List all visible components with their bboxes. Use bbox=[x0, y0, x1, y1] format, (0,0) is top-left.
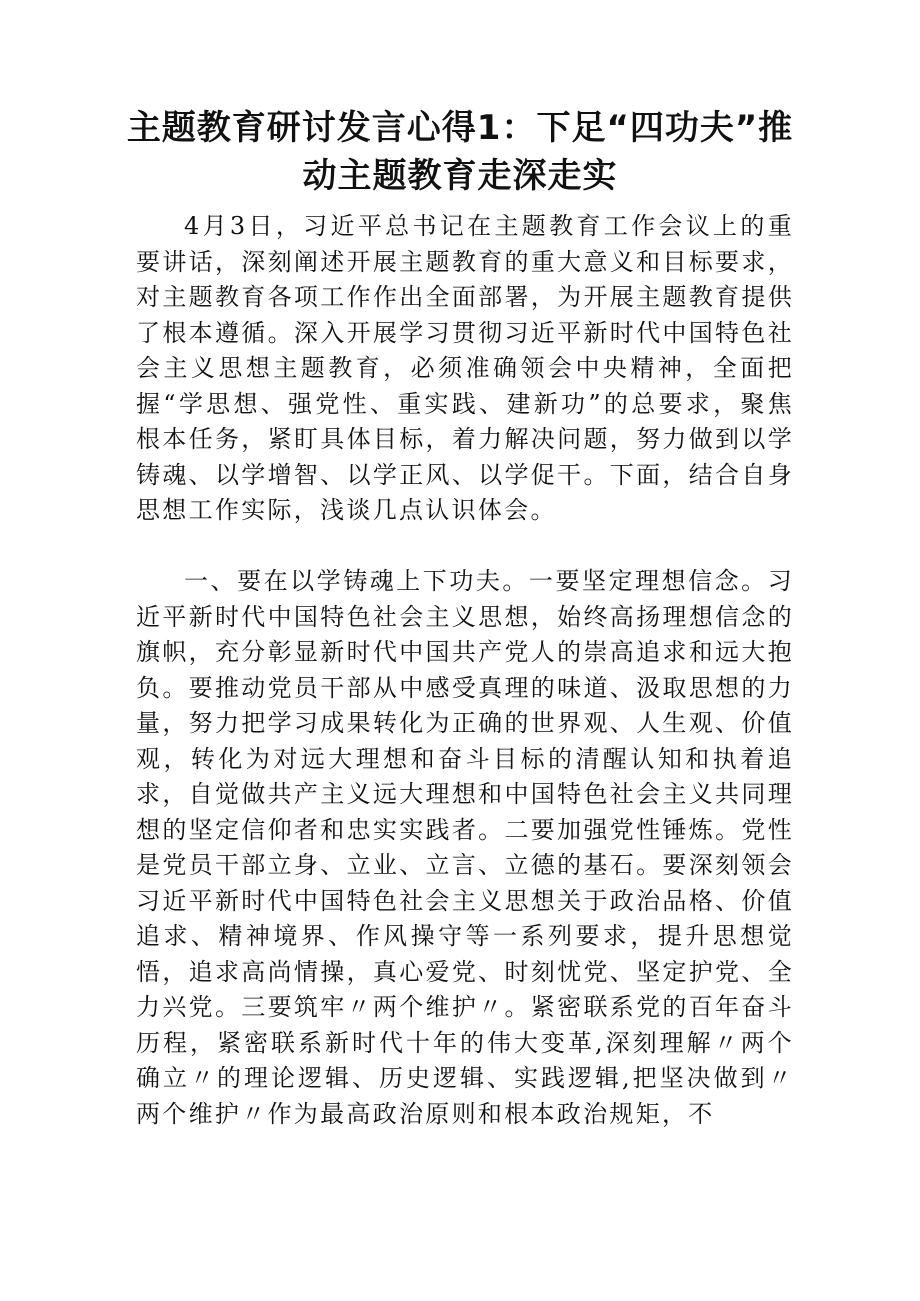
document-title: 主题教育研讨发言心得1：下足“四功夫”推动主题教育走深走实 bbox=[126, 108, 794, 196]
paragraph-intro: 4月3日，习近平总书记在主题教育工作会议上的重要讲话，深刻阐述开展主题教育的重大意义和目标要求，对主题教育各项工作作出全面部署，为开展主题教育提供了根本遵循。深入开展学习贯彻习近平新时代中国特色社会主义思想主题教育，必须准确领会中央精神，全面把握“学思想、强党性、重实践、建新功”的总要求，聚焦根本任务，紧盯具体目标，着力解决问题，努力做到以学铸魂、以学增智、以学正风、以学促干。下面，结合自身思想工作实际，浅谈几点认识体会。 bbox=[136, 212, 794, 524]
paragraph-section-one: 一、要在以学铸魂上下功夫。一要坚定理想信念。习近平新时代中国特色社会主义思想，始终高扬理想信念的旗帜，充分彰显新时代中国共产党人的崇高追求和远大抱负。要推动党员干部从中感受真理的味道、汲取思想的力量，努力把学习成果转化为正确的世界观、人生观、价值观，转化为对远大理想和奋斗目标的清醒认知和执着追求，自觉做共产主义远大理想和中国特色社会主义共同理想的坚定信仰者和忠实实践者。二要加强党性锤炼。党性是党员干部立身、立业、立言、立德的基石。要深刻领会习近平新时代中国特色社会主义思想关于政治品格、价值追求、精神境界、作风操守等一系列要求，提升思想觉悟，追求高尚情操，真心爱党、时刻忧党、坚定护党、全力兴党。三要筑牢〃两个维护〃。紧密联系党的百年奋斗历程，紧密联系新时代十年的伟大变革,深刻理解〃两个确立〃的理论逻辑、历史逻辑、实践逻辑,把坚决做到〃两个维护〃作为最高政治原则和根本政治规矩，不 bbox=[136, 567, 794, 1128]
